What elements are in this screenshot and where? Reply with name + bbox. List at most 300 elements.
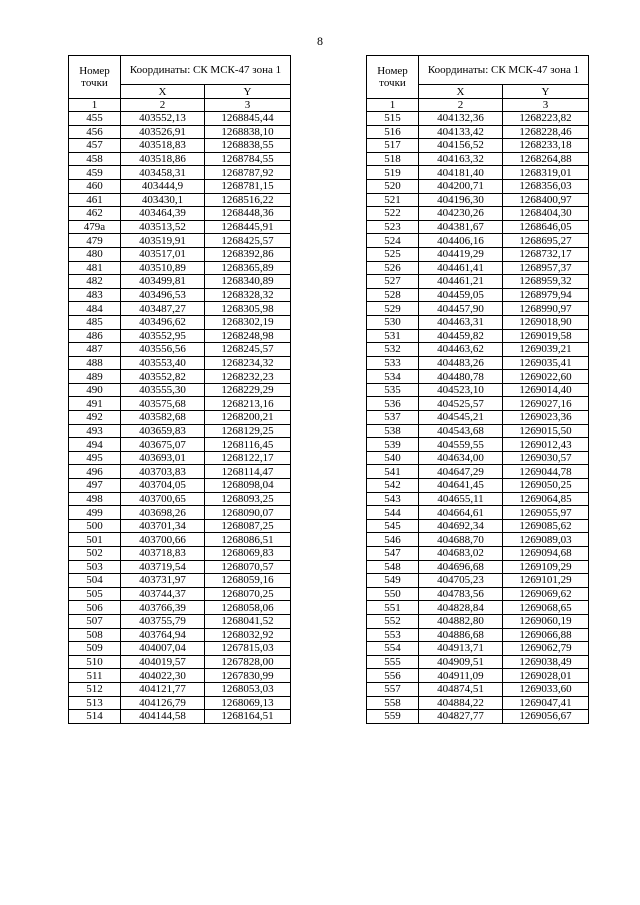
y-coordinate-cell: 1268646,05 — [503, 220, 589, 234]
point-number-cell: 510 — [69, 655, 121, 669]
point-number-cell: 457 — [69, 139, 121, 153]
y-coordinate-cell: 1268404,30 — [503, 207, 589, 221]
y-coordinate-cell: 1268340,89 — [205, 275, 291, 289]
point-number-cell: 523 — [367, 220, 419, 234]
point-number-cell: 534 — [367, 370, 419, 384]
table-row — [367, 302, 589, 316]
x-coordinate-cell: 404022,30 — [121, 669, 205, 683]
y-coordinate-cell: 1267828,00 — [205, 655, 291, 669]
y-coordinate-cell: 1268164,51 — [205, 710, 291, 724]
table-row — [69, 397, 291, 411]
table-row — [69, 642, 291, 656]
y-coordinate-cell: 1269094,68 — [503, 547, 589, 561]
x-coordinate-cell: 404463,31 — [419, 315, 503, 329]
table-row — [69, 112, 291, 126]
y-coordinate-cell: 1267815,03 — [205, 642, 291, 656]
table-row — [69, 125, 291, 139]
table-row — [69, 315, 291, 329]
point-number-cell: 556 — [367, 669, 419, 683]
table-row — [367, 587, 589, 601]
table-row — [69, 288, 291, 302]
point-number-cell: 546 — [367, 533, 419, 547]
y-coordinate-cell: 1268979,94 — [503, 288, 589, 302]
point-number-cell: 552 — [367, 614, 419, 628]
x-coordinate-cell: 404163,32 — [419, 152, 503, 166]
point-number-cell: 542 — [367, 479, 419, 493]
y-coordinate-cell: 1268229,29 — [205, 383, 291, 397]
y-coordinate-cell: 1268392,86 — [205, 247, 291, 261]
y-coordinate-cell: 1269062,79 — [503, 642, 589, 656]
point-number-cell: 460 — [69, 179, 121, 193]
point-number-cell: 479а — [69, 220, 121, 234]
x-coordinate-cell: 404126,79 — [121, 696, 205, 710]
y-coordinate-cell: 1268053,03 — [205, 682, 291, 696]
point-number-cell: 489 — [69, 370, 121, 384]
y-coordinate-cell: 1268223,82 — [503, 112, 589, 126]
y-coordinate-cell: 1268069,13 — [205, 696, 291, 710]
point-number-cell: 533 — [367, 356, 419, 370]
table-row — [367, 315, 589, 329]
point-number-cell: 553 — [367, 628, 419, 642]
table-row — [367, 438, 589, 452]
point-number-cell: 502 — [69, 547, 121, 561]
point-number-cell: 456 — [69, 125, 121, 139]
point-number-cell: 490 — [69, 383, 121, 397]
point-number-cell: 483 — [69, 288, 121, 302]
point-number-cell: 491 — [69, 397, 121, 411]
point-number-header: Номер точки — [69, 56, 121, 99]
column-index-2: 2 — [419, 99, 503, 112]
table-row — [69, 465, 291, 479]
table-row — [367, 356, 589, 370]
table-row — [367, 411, 589, 425]
point-number-cell: 550 — [367, 587, 419, 601]
point-number-cell: 514 — [69, 710, 121, 724]
y-coordinate-cell: 1268445,91 — [205, 220, 291, 234]
x-coordinate-cell: 404688,70 — [419, 533, 503, 547]
x-coordinate-cell: 404545,21 — [419, 411, 503, 425]
x-coordinate-cell: 404641,45 — [419, 479, 503, 493]
point-number-cell: 458 — [69, 152, 121, 166]
point-number-cell: 492 — [69, 411, 121, 425]
x-coordinate-cell: 404909,51 — [419, 655, 503, 669]
table-row — [367, 152, 589, 166]
table-row — [367, 261, 589, 275]
point-number-cell: 555 — [367, 655, 419, 669]
y-coordinate-cell: 1268032,92 — [205, 628, 291, 642]
table-row — [69, 451, 291, 465]
x-coordinate-cell: 403659,83 — [121, 424, 205, 438]
point-number-cell: 520 — [367, 179, 419, 193]
table-row — [367, 220, 589, 234]
x-coordinate-cell: 404483,26 — [419, 356, 503, 370]
point-number-cell: 503 — [69, 560, 121, 574]
table-row — [69, 682, 291, 696]
y-coordinate-cell: 1268087,25 — [205, 519, 291, 533]
y-coordinate-cell: 1268784,55 — [205, 152, 291, 166]
y-coordinate-cell: 1268041,52 — [205, 614, 291, 628]
y-coordinate-cell: 1268114,47 — [205, 465, 291, 479]
table-row — [69, 302, 291, 316]
point-number-cell: 521 — [367, 193, 419, 207]
x-coordinate-cell: 403430,1 — [121, 193, 205, 207]
y-coordinate-cell: 1268732,17 — [503, 247, 589, 261]
y-coordinate-cell: 1269050,25 — [503, 479, 589, 493]
point-number-cell: 537 — [367, 411, 419, 425]
y-coordinate-cell: 1268228,46 — [503, 125, 589, 139]
point-number-cell: 549 — [367, 574, 419, 588]
x-coordinate-cell: 403700,66 — [121, 533, 205, 547]
point-number-cell: 554 — [367, 642, 419, 656]
x-coordinate-cell: 404705,23 — [419, 574, 503, 588]
point-number-cell: 496 — [69, 465, 121, 479]
column-index-3: 3 — [503, 99, 589, 112]
x-coordinate-cell: 404647,29 — [419, 465, 503, 479]
x-coordinate-cell: 403513,52 — [121, 220, 205, 234]
point-number-cell: 482 — [69, 275, 121, 289]
x-coordinate-cell: 403496,53 — [121, 288, 205, 302]
table-row — [367, 547, 589, 561]
table-row — [367, 601, 589, 615]
y-header: Y — [503, 85, 589, 99]
point-number-cell: 538 — [367, 424, 419, 438]
y-coordinate-cell: 1268086,51 — [205, 533, 291, 547]
table-row — [367, 179, 589, 193]
x-coordinate-cell: 403582,68 — [121, 411, 205, 425]
point-number-cell: 507 — [69, 614, 121, 628]
x-coordinate-cell: 403458,31 — [121, 166, 205, 180]
y-coordinate-cell: 1269064,85 — [503, 492, 589, 506]
y-coordinate-cell: 1268845,44 — [205, 112, 291, 126]
x-coordinate-cell: 403698,26 — [121, 506, 205, 520]
column-index-2: 2 — [121, 99, 205, 112]
coordinates-header: Координаты: СК МСК-47 зона 1 — [121, 56, 291, 85]
x-coordinate-cell: 403675,07 — [121, 438, 205, 452]
y-coordinate-cell: 1269109,29 — [503, 560, 589, 574]
table-row — [69, 628, 291, 642]
x-coordinate-cell: 404230,26 — [419, 207, 503, 221]
y-coordinate-cell: 1268098,04 — [205, 479, 291, 493]
y-coordinate-cell: 1269068,65 — [503, 601, 589, 615]
point-number-cell: 485 — [69, 315, 121, 329]
table-row — [69, 506, 291, 520]
y-coordinate-cell: 1268400,97 — [503, 193, 589, 207]
x-coordinate-cell: 404683,02 — [419, 547, 503, 561]
table-row — [367, 288, 589, 302]
x-coordinate-cell: 403552,95 — [121, 329, 205, 343]
table-row — [367, 655, 589, 669]
x-coordinate-cell: 404480,78 — [419, 370, 503, 384]
point-number-cell: 527 — [367, 275, 419, 289]
x-coordinate-cell: 404692,34 — [419, 519, 503, 533]
x-coordinate-cell: 403704,05 — [121, 479, 205, 493]
point-number-cell: 461 — [69, 193, 121, 207]
x-coordinate-cell: 404132,36 — [419, 112, 503, 126]
x-coordinate-cell: 404007,04 — [121, 642, 205, 656]
y-coordinate-cell: 1268129,25 — [205, 424, 291, 438]
point-number-cell: 493 — [69, 424, 121, 438]
x-coordinate-cell: 404019,57 — [121, 655, 205, 669]
x-coordinate-cell: 403766,39 — [121, 601, 205, 615]
table-row — [367, 383, 589, 397]
y-coordinate-cell: 1268838,55 — [205, 139, 291, 153]
point-number-cell: 524 — [367, 234, 419, 248]
point-number-cell: 511 — [69, 669, 121, 683]
table-row — [367, 193, 589, 207]
table-row — [367, 614, 589, 628]
y-coordinate-cell: 1269056,67 — [503, 710, 589, 724]
x-coordinate-cell: 403496,62 — [121, 315, 205, 329]
x-coordinate-cell: 403553,40 — [121, 356, 205, 370]
y-coordinate-cell: 1269015,50 — [503, 424, 589, 438]
table-row — [69, 356, 291, 370]
x-coordinate-cell: 403519,91 — [121, 234, 205, 248]
y-coordinate-cell: 1268328,32 — [205, 288, 291, 302]
table-row — [69, 587, 291, 601]
x-coordinate-cell: 404655,11 — [419, 492, 503, 506]
x-coordinate-cell: 403744,37 — [121, 587, 205, 601]
point-number-cell: 488 — [69, 356, 121, 370]
table-row — [69, 275, 291, 289]
x-coordinate-cell: 403556,56 — [121, 343, 205, 357]
point-number-cell: 459 — [69, 166, 121, 180]
point-number-cell: 525 — [367, 247, 419, 261]
y-coordinate-cell: 1268090,07 — [205, 506, 291, 520]
y-coordinate-cell: 1269028,01 — [503, 669, 589, 683]
table-row — [69, 152, 291, 166]
x-coordinate-cell: 404886,68 — [419, 628, 503, 642]
table-row — [367, 343, 589, 357]
x-coordinate-cell: 403510,89 — [121, 261, 205, 275]
y-coordinate-cell: 1269014,40 — [503, 383, 589, 397]
point-number-cell: 515 — [367, 112, 419, 126]
point-number-cell: 539 — [367, 438, 419, 452]
point-number-cell: 536 — [367, 397, 419, 411]
y-coordinate-cell: 1268516,22 — [205, 193, 291, 207]
y-coordinate-cell: 1269035,41 — [503, 356, 589, 370]
point-number-cell: 522 — [367, 207, 419, 221]
x-coordinate-cell: 403517,01 — [121, 247, 205, 261]
x-coordinate-cell: 404144,58 — [121, 710, 205, 724]
x-coordinate-cell: 403700,65 — [121, 492, 205, 506]
table-row — [69, 492, 291, 506]
point-number-cell: 455 — [69, 112, 121, 126]
table-row — [367, 479, 589, 493]
x-coordinate-cell: 404559,55 — [419, 438, 503, 452]
y-coordinate-cell: 1268990,97 — [503, 302, 589, 316]
x-coordinate-cell: 403526,91 — [121, 125, 205, 139]
y-coordinate-cell: 1268234,32 — [205, 356, 291, 370]
y-coordinate-cell: 1269089,03 — [503, 533, 589, 547]
y-coordinate-cell: 1268957,37 — [503, 261, 589, 275]
table-row — [367, 574, 589, 588]
table-row — [367, 207, 589, 221]
x-coordinate-cell: 404525,57 — [419, 397, 503, 411]
table-row — [367, 125, 589, 139]
x-coordinate-cell: 403499,81 — [121, 275, 205, 289]
table-row — [69, 710, 291, 724]
y-coordinate-cell: 1269060,19 — [503, 614, 589, 628]
point-number-cell: 516 — [367, 125, 419, 139]
x-coordinate-cell: 403518,83 — [121, 139, 205, 153]
point-number-cell: 513 — [69, 696, 121, 710]
x-coordinate-cell: 404882,80 — [419, 614, 503, 628]
y-coordinate-cell: 1268059,16 — [205, 574, 291, 588]
x-coordinate-cell: 403755,79 — [121, 614, 205, 628]
table-row — [69, 370, 291, 384]
point-number-cell: 486 — [69, 329, 121, 343]
table-row — [69, 261, 291, 275]
x-coordinate-cell: 403464,39 — [121, 207, 205, 221]
x-coordinate-cell: 403703,83 — [121, 465, 205, 479]
y-coordinate-cell: 1269101,29 — [503, 574, 589, 588]
x-coordinate-cell: 404828,84 — [419, 601, 503, 615]
point-number-cell: 558 — [367, 696, 419, 710]
point-number-cell: 540 — [367, 451, 419, 465]
table-row — [69, 560, 291, 574]
point-number-cell: 545 — [367, 519, 419, 533]
y-header: Y — [205, 85, 291, 99]
y-coordinate-cell: 1268070,25 — [205, 587, 291, 601]
y-coordinate-cell: 1268787,92 — [205, 166, 291, 180]
y-coordinate-cell: 1269066,88 — [503, 628, 589, 642]
y-coordinate-cell: 1268213,16 — [205, 397, 291, 411]
x-coordinate-cell: 403555,30 — [121, 383, 205, 397]
x-coordinate-cell: 404463,62 — [419, 343, 503, 357]
x-coordinate-cell: 403693,01 — [121, 451, 205, 465]
table-row — [69, 383, 291, 397]
point-number-cell: 532 — [367, 343, 419, 357]
point-number-cell: 528 — [367, 288, 419, 302]
table-row — [367, 397, 589, 411]
table-row — [69, 220, 291, 234]
x-header: X — [419, 85, 503, 99]
y-coordinate-cell: 1269022,60 — [503, 370, 589, 384]
table-row — [69, 179, 291, 193]
table-row — [69, 669, 291, 683]
point-number-cell: 529 — [367, 302, 419, 316]
point-number-cell: 497 — [69, 479, 121, 493]
y-coordinate-cell: 1269023,36 — [503, 411, 589, 425]
x-coordinate-cell: 404461,21 — [419, 275, 503, 289]
table-row — [367, 247, 589, 261]
x-coordinate-cell: 404913,71 — [419, 642, 503, 656]
point-number-cell: 501 — [69, 533, 121, 547]
x-coordinate-cell: 403575,68 — [121, 397, 205, 411]
table-row — [367, 560, 589, 574]
point-number-cell: 495 — [69, 451, 121, 465]
table-row — [69, 438, 291, 452]
x-coordinate-cell: 404827,77 — [419, 710, 503, 724]
y-coordinate-cell: 1268356,03 — [503, 179, 589, 193]
x-coordinate-cell: 404664,61 — [419, 506, 503, 520]
point-number-cell: 543 — [367, 492, 419, 506]
table-row — [367, 275, 589, 289]
y-coordinate-cell: 1268365,89 — [205, 261, 291, 275]
y-coordinate-cell: 1268233,18 — [503, 139, 589, 153]
point-number-cell: 531 — [367, 329, 419, 343]
table-row — [367, 506, 589, 520]
x-coordinate-cell: 404200,71 — [419, 179, 503, 193]
table-row — [69, 601, 291, 615]
x-coordinate-cell: 403552,13 — [121, 112, 205, 126]
table-row — [367, 533, 589, 547]
y-coordinate-cell: 1268200,21 — [205, 411, 291, 425]
y-coordinate-cell: 1268448,36 — [205, 207, 291, 221]
y-coordinate-cell: 1268264,88 — [503, 152, 589, 166]
point-number-cell: 504 — [69, 574, 121, 588]
x-coordinate-cell: 403518,86 — [121, 152, 205, 166]
coordinates-table-right — [366, 55, 589, 724]
x-coordinate-cell: 404523,10 — [419, 383, 503, 397]
x-coordinate-cell: 403444,9 — [121, 179, 205, 193]
point-number-cell: 484 — [69, 302, 121, 316]
y-coordinate-cell: 1268070,57 — [205, 560, 291, 574]
table-row — [69, 247, 291, 261]
x-coordinate-cell: 404457,90 — [419, 302, 503, 316]
x-coordinate-cell: 404543,68 — [419, 424, 503, 438]
y-coordinate-cell: 1269012,43 — [503, 438, 589, 452]
point-number-cell: 512 — [69, 682, 121, 696]
x-coordinate-cell: 404406,16 — [419, 234, 503, 248]
y-coordinate-cell: 1268122,17 — [205, 451, 291, 465]
table-row — [367, 642, 589, 656]
table-row — [69, 614, 291, 628]
y-coordinate-cell: 1267830,99 — [205, 669, 291, 683]
y-coordinate-cell: 1269039,21 — [503, 343, 589, 357]
table-row — [367, 628, 589, 642]
y-coordinate-cell: 1269030,57 — [503, 451, 589, 465]
table-row — [69, 193, 291, 207]
point-number-cell: 480 — [69, 247, 121, 261]
x-coordinate-cell: 404459,05 — [419, 288, 503, 302]
page-number: 8 — [317, 34, 323, 48]
point-number-header: Номер точки — [367, 56, 419, 99]
y-coordinate-cell: 1268959,32 — [503, 275, 589, 289]
x-coordinate-cell: 403701,34 — [121, 519, 205, 533]
y-coordinate-cell: 1268069,83 — [205, 547, 291, 561]
x-coordinate-cell: 404459,82 — [419, 329, 503, 343]
x-coordinate-cell: 404874,51 — [419, 682, 503, 696]
point-number-cell: 517 — [367, 139, 419, 153]
x-header: X — [121, 85, 205, 99]
y-coordinate-cell: 1269069,62 — [503, 587, 589, 601]
y-coordinate-cell: 1269027,16 — [503, 397, 589, 411]
x-coordinate-cell: 404634,00 — [419, 451, 503, 465]
point-number-cell: 508 — [69, 628, 121, 642]
point-number-cell: 559 — [367, 710, 419, 724]
y-coordinate-cell: 1269047,41 — [503, 696, 589, 710]
point-number-cell: 541 — [367, 465, 419, 479]
table-row — [367, 329, 589, 343]
y-coordinate-cell: 1268248,98 — [205, 329, 291, 343]
table-row — [69, 166, 291, 180]
table-row — [69, 479, 291, 493]
y-coordinate-cell: 1268319,01 — [503, 166, 589, 180]
table-row — [367, 451, 589, 465]
point-number-cell: 462 — [69, 207, 121, 221]
point-number-cell: 547 — [367, 547, 419, 561]
x-coordinate-cell: 403718,83 — [121, 547, 205, 561]
y-coordinate-cell: 1268232,23 — [205, 370, 291, 384]
point-number-cell: 498 — [69, 492, 121, 506]
x-coordinate-cell: 404884,22 — [419, 696, 503, 710]
point-number-cell: 506 — [69, 601, 121, 615]
x-coordinate-cell: 403487,27 — [121, 302, 205, 316]
point-number-cell: 535 — [367, 383, 419, 397]
x-coordinate-cell: 404696,68 — [419, 560, 503, 574]
y-coordinate-cell: 1268305,98 — [205, 302, 291, 316]
